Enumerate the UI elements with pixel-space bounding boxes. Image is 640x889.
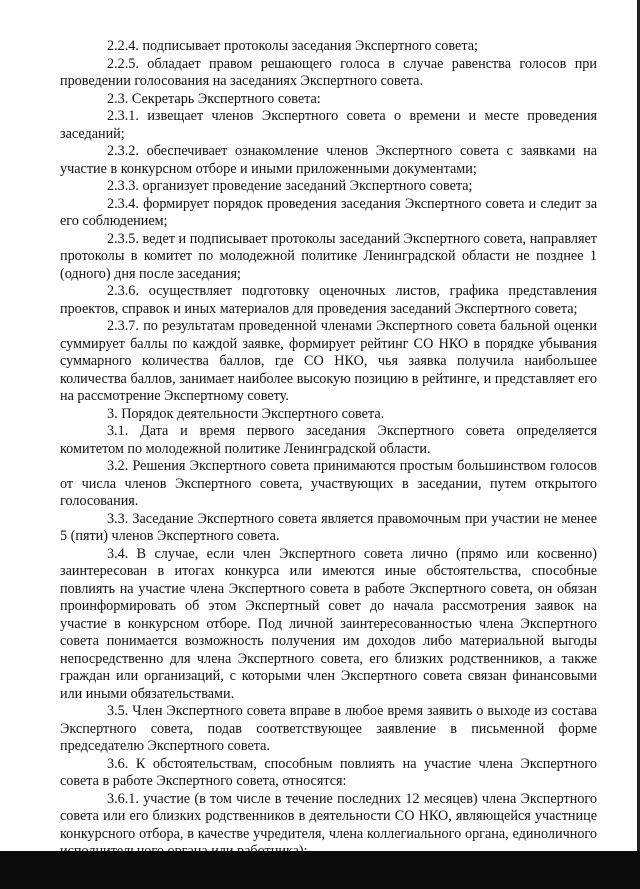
paragraph-2-3: 2.3. Секретарь Экспертного совета: [107,90,321,107]
paragraph-2-3-5: 2.3.5. ведет и подписывает протоколы заседаний Экспертного совета, направляет протоколы в комитет по молодежной политике Ленинградской области не позднее 1 (одного) дня после заседания; [60,230,597,282]
paragraph-2-2-5: 2.2.5. обладает правом решающего голоса в случае равенства голосов при проведении голосования на заседаниях Экспертного совета. [60,55,597,89]
paragraph-3-4: 3.4. В случае, если член Экспертного совета лично (прямо или косвенно) заинтересован в итогах конкурса или имеются иные обстоятельства, способные повлиять на участие члена Экспертного совета в работе Экспертного совета, он обязан проинформировать об этом Экспертный совет до начала рассмотрения заявок на участие в конкурсном отборе. Под личной заинтересованностью члена Экспертного совета понимается возможность получения им доходов либо материальной выгоды непосредственно для члена Экспертного совета, его близких родственников, а также граждан или организаций, с которыми член Экспертного совета связан финансовыми или иными обязательствами. [60,545,597,702]
paragraph-3-5: 3.5. Член Экспертного совета вправе в любое время заявить о выходе из состава Экспертного совета, подав соответствующее заявление в письменной форме председателю Экспертного совета. [60,703,597,754]
paragraph-3-6-1: 3.6.1. участие (в том числе в течение последних 12 месяцев) члена Экспертного совета или его близких родственников в деятельности СО НКО, являющейся участнице конкурсного отбора, в качестве учредителя, члена коллегиального органа, единоличного [60,790,597,842]
paragraph-2-3-2: 2.3.2. обеспечивает ознакомление членов Экспертного совета с заявками на участие в конкурсном отборе и иными приложенными документами; [60,143,597,177]
paragraph-3-2: 3.2. Решения Экспертного совета принимаются простым большинством голосов от числа членов Экспертного совета, участвующих в заседании, путем открытого голосования. [60,458,597,509]
paragraph-2-3-1: 2.3.1. извещает членов Экспертного совета о времени и месте проведения заседаний; [60,108,597,142]
paragraph-3-1: 3.1. Дата и время первого заседания Экспертного совета определяется комитетом по молодежной политике Ленинградской области. [60,423,597,457]
scan-bottom-bar [0,851,640,889]
paragraph-2-2-4: 2.2.4. подписывает протоколы заседания Экспертного совета; [107,38,478,54]
paragraph-2-3-3: 2.3.3. организует проведение заседаний Экспертного совета; [107,178,473,194]
section-3-heading: 3. Порядок деятельности Экспертного совета. [107,405,385,422]
paragraph-2-3-6: 2.3.6. осуществляет подготовку оценочных листов, графика представления проектов, справок и иных материалов для проведения заседаний Экспертного совета; [60,283,597,317]
paragraph-3-3: 3.3. Заседание Экспертного совета является правомочным при участии не менее 5 (пяти) членов Экспертного совета. [60,510,597,544]
paragraph-2-3-4: 2.3.4. формирует порядок проведения заседания Экспертного совета и следит за его соблюдением; [60,195,597,229]
document-page [60,38,597,861]
paragraph-2-3-7: 2.3.7. по результатам проведенной членами Экспертного совета бальной оценки суммирует баллы по каждой заявке, формирует рейтинг СО НКО в порядке убывания суммарного количества баллов, где СО НКО, чья заявка получила наибольшее количества баллов, занимает наиболее высокую позицию в рейтинге, и представляет его на рассмотрение Экспертному совету. [60,318,597,404]
paragraph-3-6: 3.6. К обстоятельствам, способным повлиять на участие члена Экспертного совета в работе Экспертного совета, относятся: [60,755,597,789]
